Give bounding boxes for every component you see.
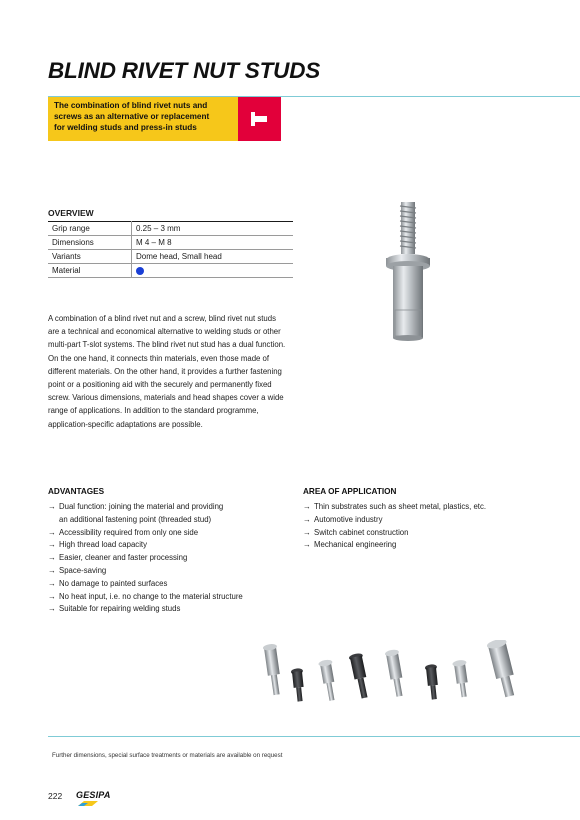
banner-line: screws as an alternative or replacement [54,112,210,121]
product-range-image [250,640,540,715]
row-label: Dimensions [48,236,132,250]
item-text: Space-saving [59,565,107,575]
table-row [48,222,293,236]
row-label: Variants [48,250,132,264]
row-value: 0.25 – 3 mm [132,222,294,236]
list-item [48,539,288,552]
row-label: Grip range [48,222,132,236]
arrow-right-icon: → [48,502,56,511]
list-item [303,539,563,552]
item-text: Accessibility required from only one side [59,527,199,537]
arrow-right-icon: → [48,527,56,537]
item-text: Suitable for repairing welding studs [59,604,181,614]
list-item [303,527,563,540]
gesipa-logo [76,790,124,806]
application-section [303,487,563,552]
list-item [48,591,288,604]
item-text: Mechanical engineering [314,540,397,550]
arrow-right-icon: → [303,540,311,550]
rivet-nut-stud-image [382,198,434,348]
overview-table [48,221,293,278]
list-item [48,578,288,591]
table-row [48,264,293,278]
row-label: Material [48,264,132,278]
arrow-right-icon: → [48,604,56,614]
banner-line: for welding studs and press-in studs [54,123,197,132]
advantages-heading: ADVANTAGES [48,487,105,496]
arrow-right-icon: → [48,578,56,588]
item-text: Dual function: joining the material and providing [59,502,224,511]
logo-text: GESIPA [76,790,111,800]
list-item [48,501,288,527]
application-heading: AREA OF APPLICATION [303,487,397,496]
arrow-right-icon: → [303,527,311,537]
row-value: Dome head, Small head [132,250,294,264]
footnote: Further dimensions, special surface treatments or materials are available on request [52,752,283,759]
arrow-right-icon: → [48,565,56,575]
advantages-list [48,501,288,616]
advantages-section [48,487,288,616]
table-row [48,250,293,264]
banner-line: The combination of blind rivet nuts and [54,101,208,110]
rivet-stud-icon [238,97,281,141]
item-text: Easier, cleaner and faster processing [59,553,188,563]
product-description: A combination of a blind rivet nut and a screw, blind rivet nut studs are a technical and economical alternative to welding studs or other multi-part T-slot systems. The blind rivet nut stud has a dual function. On the one hand, it connects thin materials, even those made of different materials. On the other hand, it provides a further fastening point or a positioning aid with the securely and permanently fixed screw. Various dimensions, materials and head shapes cover a wide range of applications. In addition to the standard programme, application-specific adaptations are possible. [48,314,286,429]
item-text: No damage to painted surfaces [59,578,168,588]
logo-swoosh-icon [78,801,98,807]
list-item [48,527,288,540]
arrow-right-icon: → [48,591,56,601]
arrow-right-icon: → [303,514,311,524]
material-steel-dot [136,267,144,275]
page-title: BLIND RIVET NUT STUDS [48,58,321,83]
list-item [48,565,288,578]
item-text: Thin substrates such as sheet metal, plastics, etc. [314,502,487,511]
table-row [48,236,293,250]
item-text: No heat input, i.e. no change to the material structure [59,591,243,601]
list-item [303,514,563,527]
page-number: 222 [48,791,63,801]
intro-banner [48,97,238,141]
arrow-right-icon: → [303,502,311,511]
item-text: High thread load capacity [59,540,147,550]
list-item [48,552,288,565]
application-list [303,501,563,552]
list-item [303,501,563,514]
row-value: M 4 – M 8 [132,236,294,250]
list-item [48,603,288,616]
arrow-right-icon: → [48,540,56,550]
overview-heading: OVERVIEW [48,208,94,218]
row-value [132,264,294,278]
item-text: an additional fastening point (threaded stud) [59,514,212,524]
item-text: Automotive industry [314,514,383,524]
footer-rule [48,736,580,737]
item-text: Switch cabinet construction [314,527,409,537]
arrow-right-icon: → [48,553,56,563]
